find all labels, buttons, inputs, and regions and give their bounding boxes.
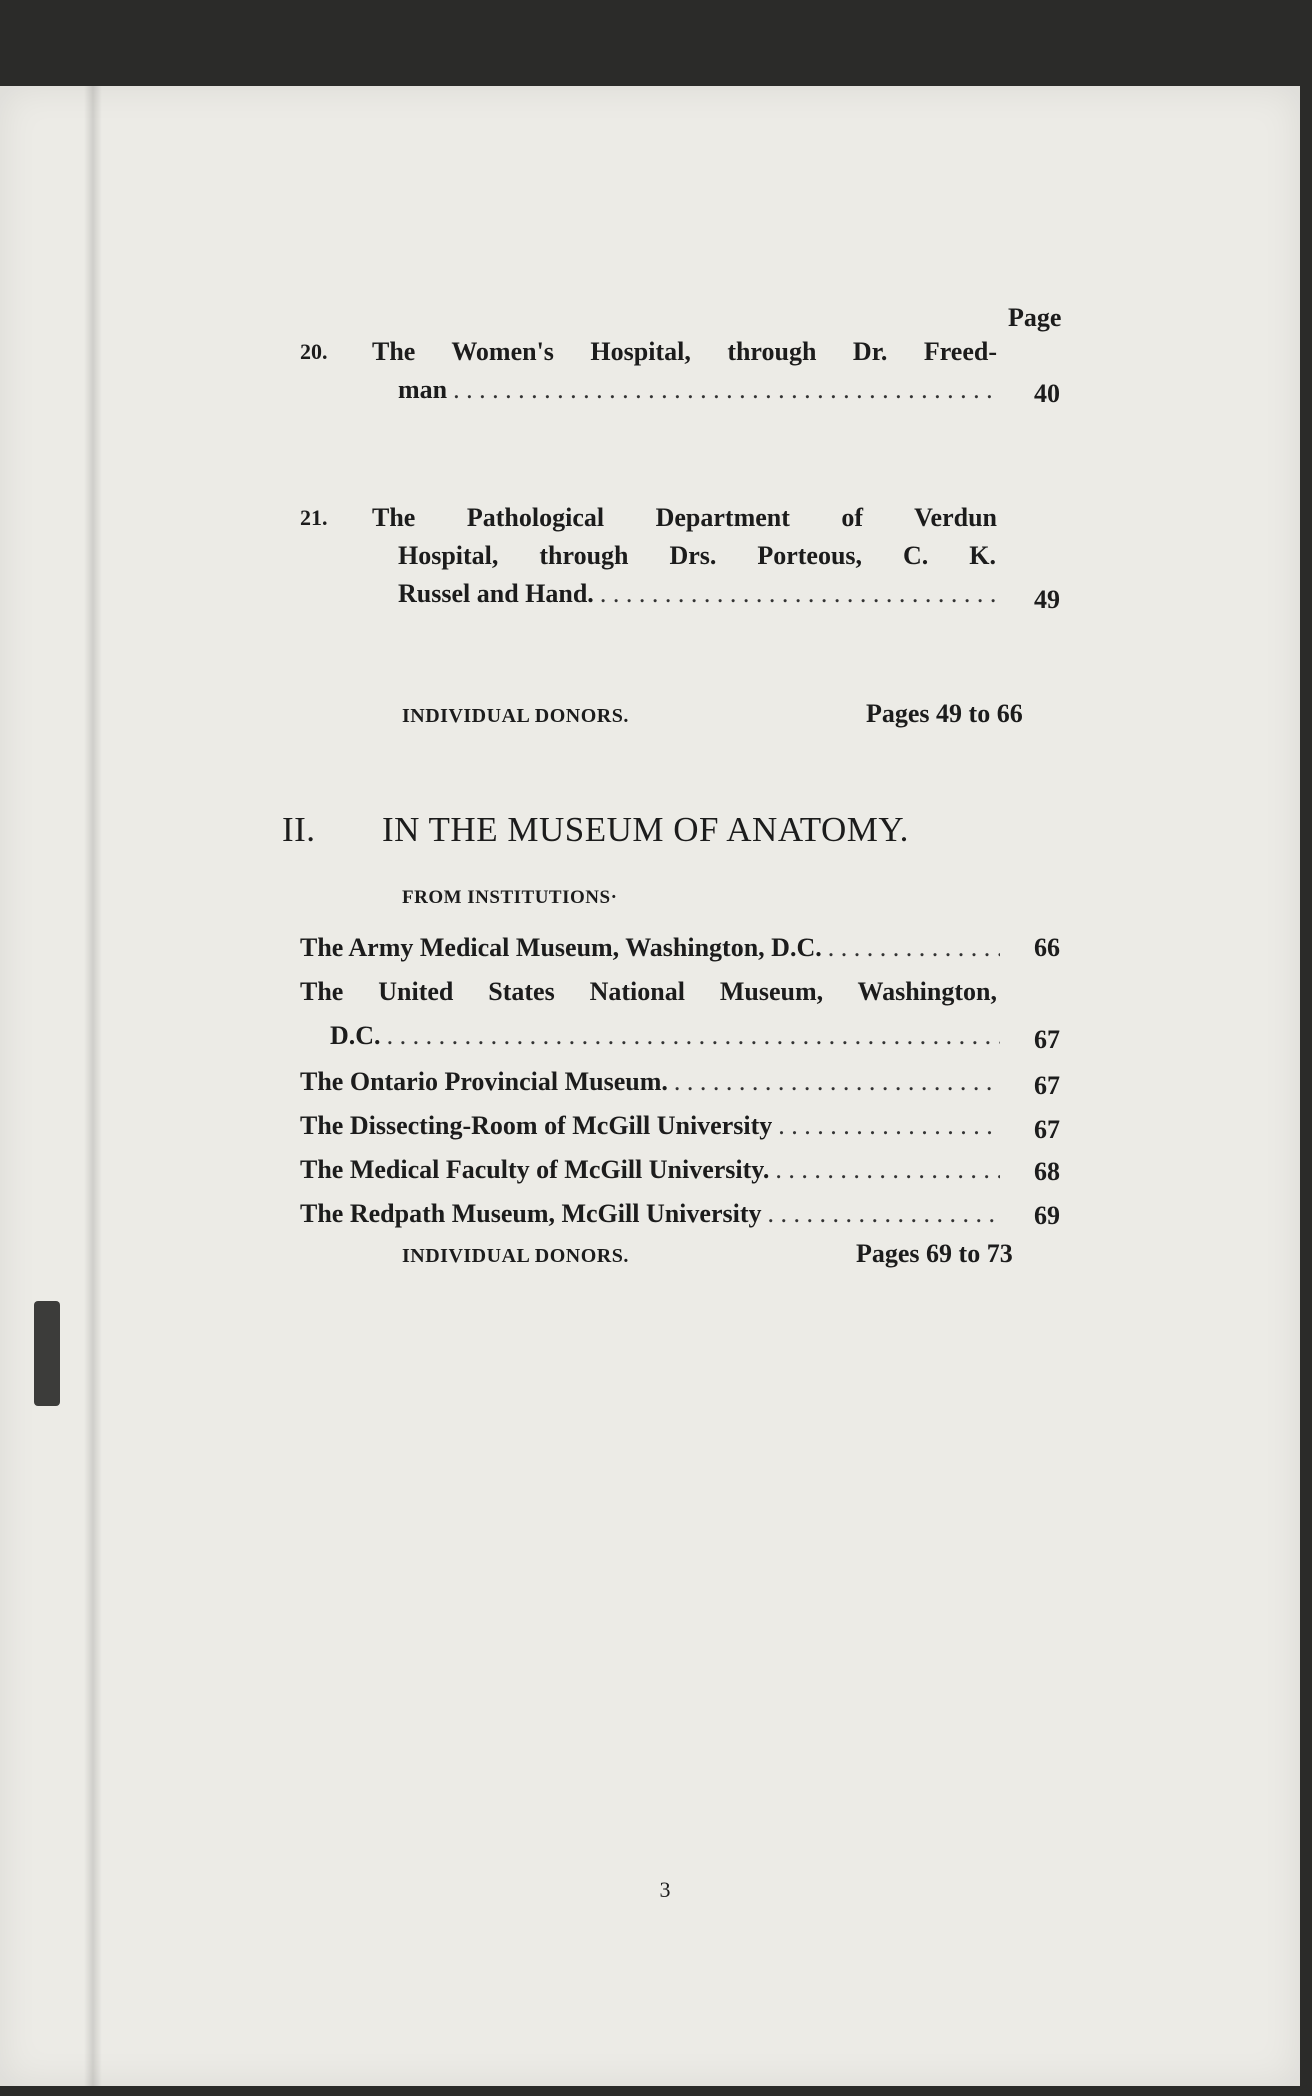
entry-line: The Medical Faculty of McGill University. — [300, 1155, 770, 1184]
entry-line-with-leader — [398, 374, 996, 406]
museum-entry — [300, 1198, 1000, 1230]
entry-number: 20. — [300, 339, 328, 364]
individual-donors-label: INDIVIDUAL DONORS. — [402, 705, 629, 727]
entry-line: The Women's Hospital, through Dr. Freed- — [372, 337, 997, 366]
entry-line-with-leader — [398, 578, 996, 610]
entry-line: The Ontario Provincial Museum. — [300, 1067, 668, 1096]
entry-page: 68 — [1034, 1157, 1060, 1186]
entry-line: man — [398, 375, 448, 404]
dot-leader — [769, 1154, 1000, 1186]
section-subheading: FROM INSTITUTIONS· — [402, 887, 618, 908]
entry-line: Russel and Hand. — [398, 579, 594, 608]
entry-page: 67 — [1034, 1025, 1060, 1054]
page-number: 3 — [659, 1877, 671, 1902]
entry-page: 67 — [1034, 1115, 1060, 1144]
section-numeral: II. — [282, 810, 316, 849]
museum-entry — [330, 1020, 1000, 1052]
museum-entry — [300, 1066, 1000, 1098]
entry-line: The Army Medical Museum, Washington, D.C. — [300, 933, 822, 962]
page-column-label: Page — [1008, 303, 1062, 332]
individual-donors-pages: Pages 49 to 66 — [866, 699, 1023, 728]
individual-donors-label: INDIVIDUAL DONORS. — [402, 1245, 629, 1267]
museum-entry — [300, 1110, 1000, 1142]
museum-entry — [300, 1154, 1000, 1186]
dot-leader — [668, 1066, 1000, 1098]
entry-line: The Dissecting-Room of McGill University — [300, 1111, 773, 1140]
table-of-contents — [0, 86, 1300, 2086]
dot-leader — [762, 1198, 1001, 1230]
entry-page: 49 — [1034, 585, 1060, 614]
entry-line: The Redpath Museum, McGill University — [300, 1199, 762, 1228]
museum-entry — [300, 932, 1000, 964]
dot-leader — [594, 578, 996, 610]
entry-line: D.C. — [330, 1021, 381, 1050]
dot-leader — [381, 1020, 1000, 1052]
individual-donors-pages: Pages 69 to 73 — [856, 1239, 1013, 1268]
dot-leader — [447, 374, 996, 406]
entry-line: Hospital, through Drs. Porteous, C. K. — [398, 541, 996, 570]
entry-page: 66 — [1034, 933, 1060, 962]
entry-page: 69 — [1034, 1201, 1060, 1230]
dot-leader — [772, 1110, 1000, 1142]
entry-page: 67 — [1034, 1071, 1060, 1100]
entry-page: 40 — [1034, 379, 1060, 408]
entry-line: The Pathological Department of Verdun — [372, 503, 997, 532]
dot-leader — [822, 932, 1000, 964]
section-title: IN THE MUSEUM OF ANATOMY. — [382, 810, 909, 849]
entry-line: The United States National Museum, Washington, — [300, 977, 997, 1006]
entry-number: 21. — [300, 505, 328, 530]
paper-page — [0, 86, 1300, 2086]
